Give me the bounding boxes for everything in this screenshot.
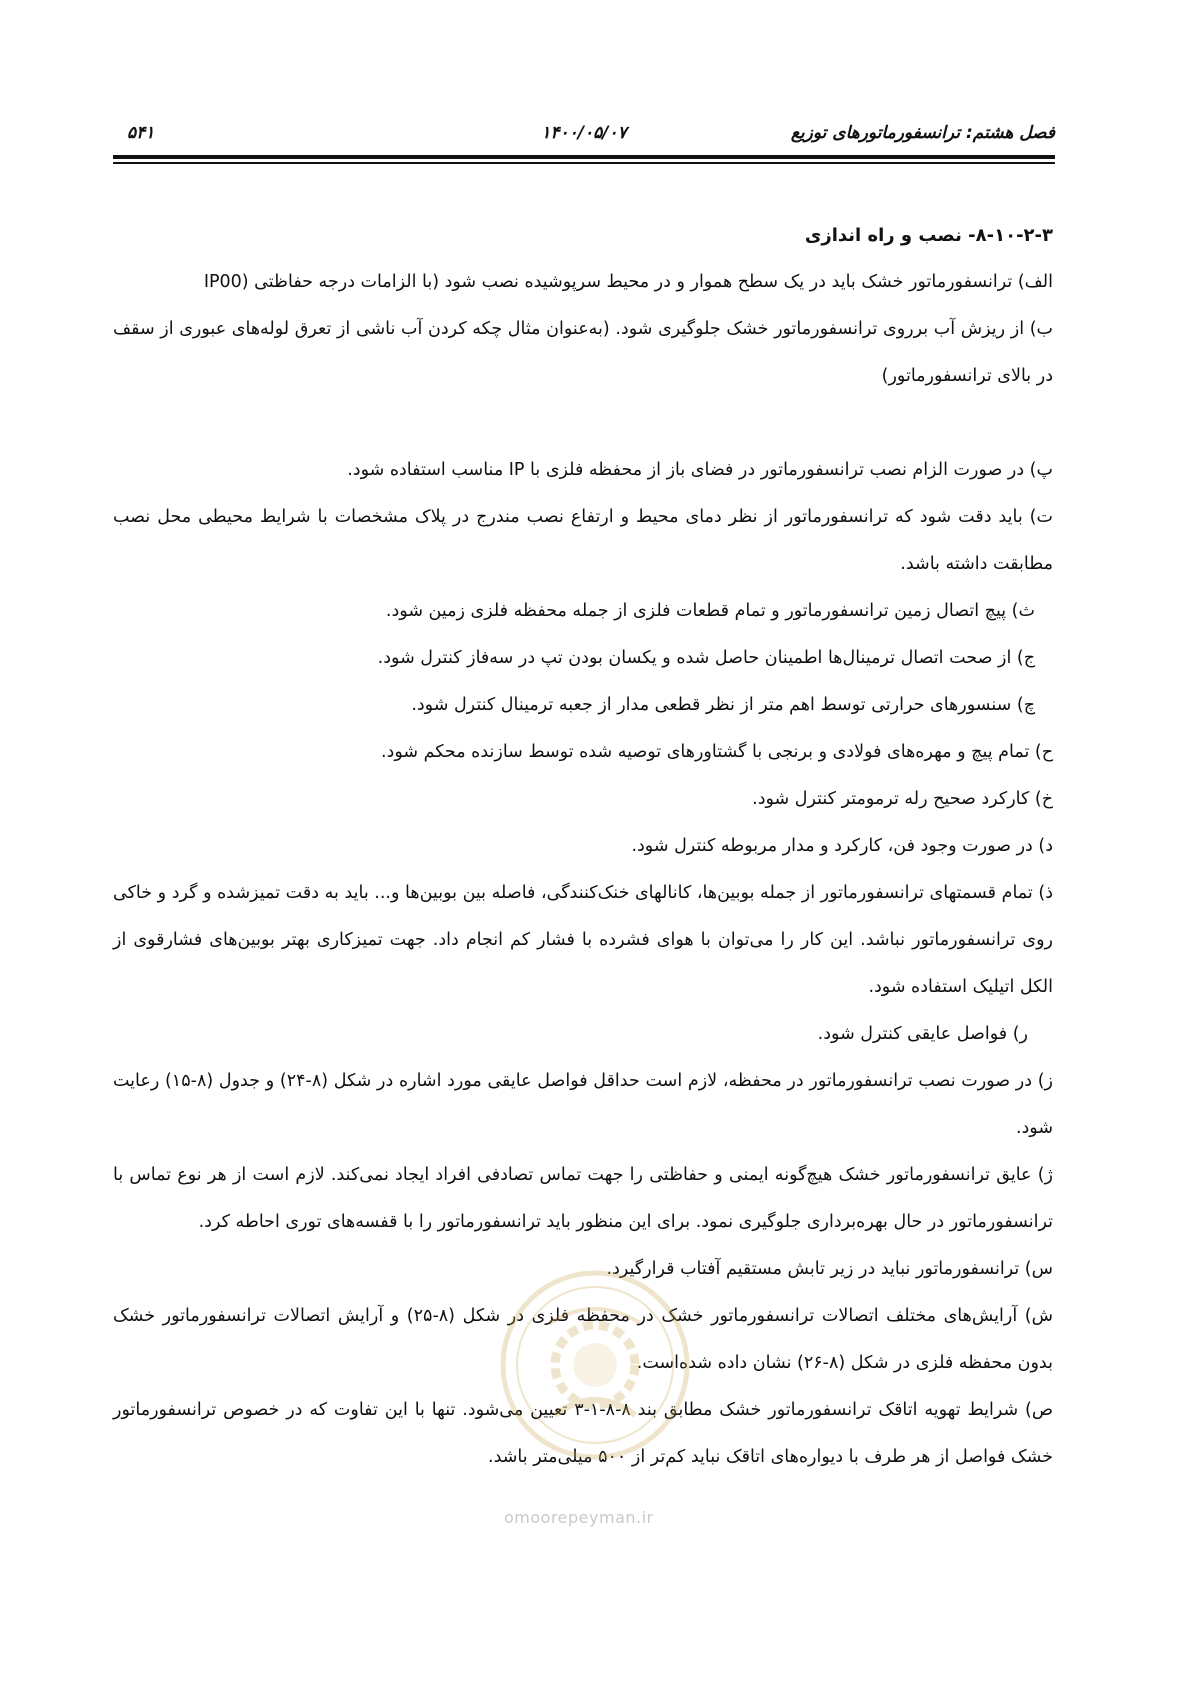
paragraph-sad: ص) شرایط تهویه اتاقک ترانسفورماتور خشک مطابق بند ۸-۸-۱-۳ تعیین می‌شود. تنها با این تفاوت که در خصوص ترانسفورماتور خشک فواصل از هر طرف با دیواره‌های اتاقک نباید کم‌تر از ۵۰۰ میلی‌متر باشد. bbox=[113, 1400, 1054, 1467]
section-heading: ۸-۱۰-۲-۳- نصب و راه اندازی bbox=[804, 225, 1053, 246]
header-rule-thin bbox=[113, 162, 1055, 164]
paragraph-dal: د) در صورت وجود فن، کارکرد و مدار مربوطه کنترل شود. bbox=[631, 836, 1053, 856]
paragraph-shin: ش) آرایش‌های مختلف اتصالات ترانسفورماتور خشک در محفظه فلزی در شکل (۸-۲۵) و آرایش اتصالات ترانسفورماتور خشک بدون محفظه فلزی در شکل (۸-۲۶) نشان داده شده‌است. bbox=[113, 1306, 1053, 1373]
paragraph-sin: س) ترانسفورماتور نباید در زیر تابش مستقیم آفتاب قرارگیرد. bbox=[606, 1259, 1053, 1279]
page-header bbox=[113, 118, 1055, 148]
paragraph-zal: ذ) تمام قسمتهای ترانسفورماتور از جمله بوبین‌ها، کانالهای خنک‌کنندگی، فاصله بین بوبین‌ها و... باید به دقت تمیزشده و گرد و خاکی روی ترانسفورماتور نباشد. این کار را می‌توان با هوای فشرده با فشار کم انجام داد. جهت تمیزکاری بهتر بوبین‌های فشارقوی از الکل اتیلیک استفاده شود. bbox=[113, 883, 1053, 997]
paragraph-ze: ز) در صورت نصب ترانسفورماتور در محفظه، لازم است حداقل فواصل عایقی مورد اشاره در شکل (۸-۲۴) و جدول (۸-۱۵) رعایت شود. bbox=[113, 1071, 1053, 1138]
page-body bbox=[113, 212, 1053, 1481]
paragraph-khe: خ) کارکرد صحیح رله ترمومتر کنترل شود. bbox=[752, 789, 1053, 809]
paragraph-te: ت) باید دقت شود که ترانسفورماتور از نظر دمای محیط و ارتفاع نصب مندرج در پلاک مشخصات با شرایط محیطی محل نصب مطابقت داشته باشد. bbox=[113, 507, 1053, 574]
paragraph-jim: ج) از صحت اتصال ترمینال‌ها اطمینان حاصل شده و یکسان بودن تپ در سه‌فاز کنترل شود. bbox=[377, 648, 1035, 668]
watermark-site: omoorepeyman.ir bbox=[504, 1508, 654, 1527]
chapter-title: فصل هشتم: ترانسفورماتورهای توزیع bbox=[790, 123, 1055, 143]
paragraph-be: ب) از ریزش آب برروی ترانسفورماتور خشک جلوگیری شود. (به‌عنوان مثال چکه کردن آب ناشی از تعرق لوله‌های عبوری از سقف در بالای ترانسفورماتور) bbox=[113, 319, 1053, 386]
paragraph-che: چ) سنسورهای حرارتی توسط اهم متر از نظر قطعی مدار از جعبه ترمینال کنترل شود. bbox=[411, 695, 1035, 715]
paragraph-pe: پ) در صورت الزام نصب ترانسفورماتور در فضای باز از محفظه فلزی با IP مناسب استفاده شود. bbox=[347, 460, 1053, 480]
paragraph-zhe: ژ) عایق ترانسفورماتور خشک هیچ‌گونه ایمنی و حفاظتی را جهت تماس تصادفی افراد ایجاد نمی‌کند. لازم است از هر نوع تماس با ترانسفورماتور در حال بهره‌برداری جلوگیری نمود. برای این منظور باید ترانسفورماتور را با قفسه‌های توری احاطه کرد. bbox=[113, 1165, 1053, 1232]
paragraph-alef: الف) ترانسفورماتور خشک باید در یک سطح هموار و در محیط سرپوشیده نصب شود (با الزامات درجه حفاظتی (IP00 bbox=[203, 272, 1053, 292]
paragraph-gap bbox=[113, 400, 1053, 447]
header-rule-thick bbox=[113, 155, 1055, 159]
paragraph-he: ح) تمام پیچ و مهره‌های فولادی و برنجی با گشتاورهای توصیه شده توسط سازنده محکم شود. bbox=[380, 742, 1053, 762]
paragraph-se: ث) پیچ اتصال زمین ترانسفورماتور و تمام قطعات فلزی از جمله محفظه فلزی زمین شود. bbox=[385, 601, 1035, 621]
paragraph-re: ر) فواصل عایقی کنترل شود. bbox=[817, 1024, 1028, 1044]
page-number: ۵۴۱ bbox=[127, 123, 155, 143]
header-date: ۱۴۰۰/۰۵/۰۷ bbox=[541, 123, 627, 143]
